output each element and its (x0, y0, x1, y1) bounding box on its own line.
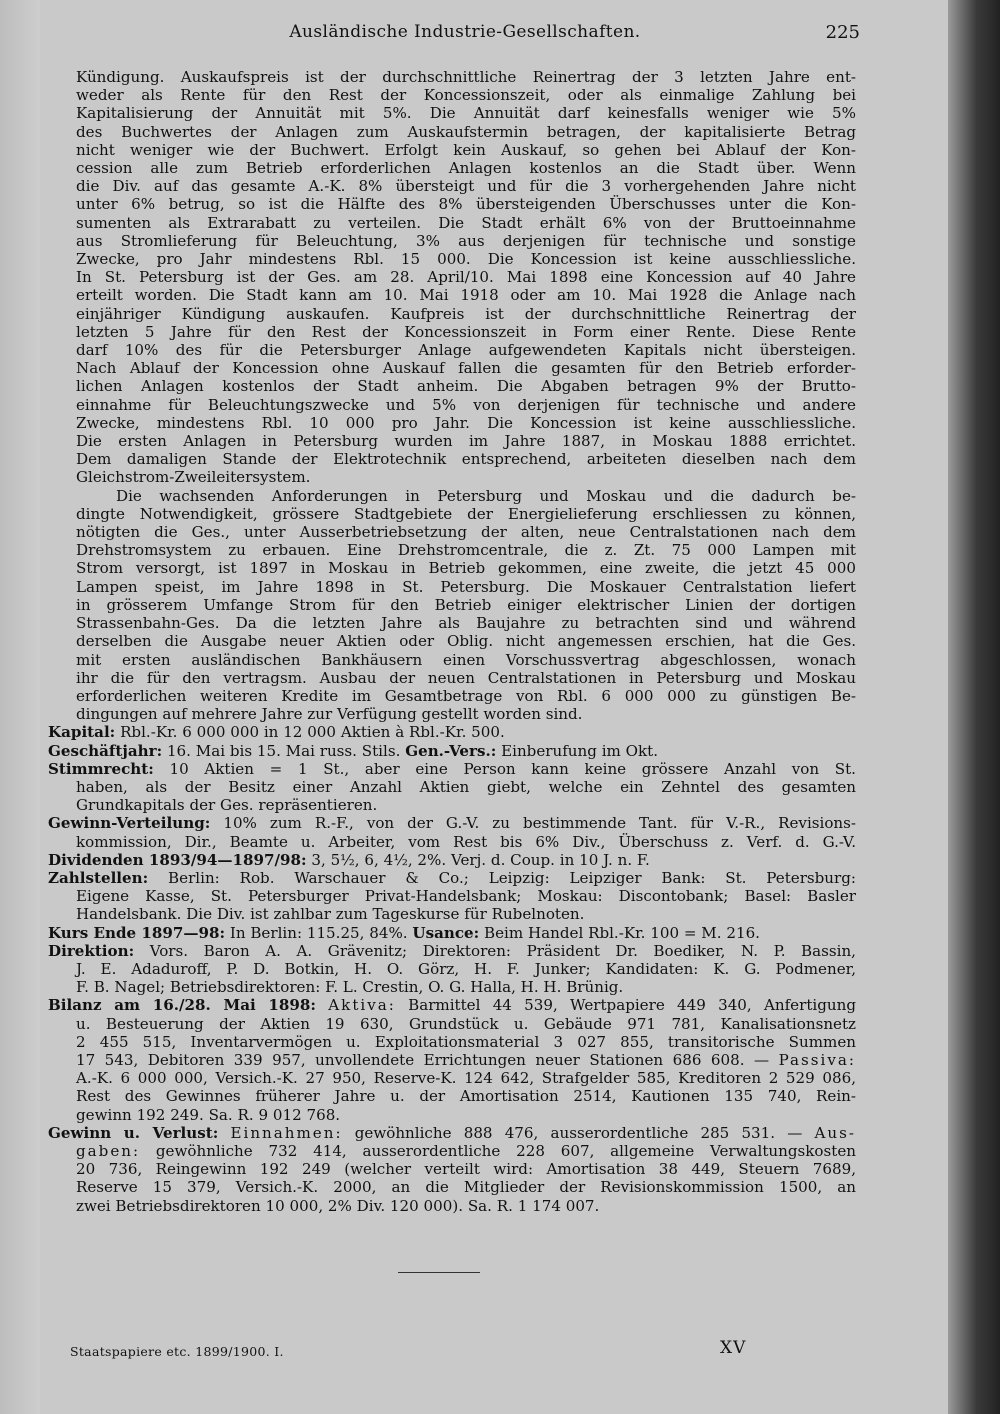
entry-label: Zahlstellen: (48, 868, 149, 887)
text-line: einjähriger Kündigung auskaufen. Kaufpreis ist der durchschnittliche Reinertrag der (76, 304, 856, 323)
entry-label: Geschäftjahr: (48, 741, 163, 760)
text-line: darf 10% des für die Petersburger Anlage aufgewendeten Kapitals nicht übersteigen. (76, 341, 856, 360)
entry-text: 2 455 515, Inventarvermögen u. Exploitationsmaterial 3 027 855, transitorische Summen (76, 1032, 856, 1051)
entry-text: Rest des Gewinnes früherer Jahre u. der Amortisation 2514, Kautionen 135 740, Rein- (76, 1087, 856, 1106)
binding-gutter (0, 0, 40, 1414)
text-line: Lampen speist, im Jahre 1898 in St. Petersburg. Die Moskauer Centralstation liefert (76, 577, 856, 596)
page-number: 225 (825, 22, 860, 43)
entry-text: u. Besteuerung der Aktien 19 630, Grundstück u. Gebäude 971 781, Kanalisationsnetz (76, 1014, 856, 1033)
text-line: Zwecke, pro Jahr mindestens Rbl. 15 000. Die Koncession ist keine ausschliessliche. (76, 250, 856, 269)
entry-dividenden (48, 851, 856, 869)
entry-label: Stimmrecht: (48, 759, 154, 778)
text-line: dingte Notwendigkeit, grössere Stadtgebiete der Energielieferung erschliessen zu können, (76, 504, 856, 523)
text-line: dingungen auf mehrere Jahre zur Verfügung gestellt worden sind. (76, 705, 583, 724)
text-line: mit ersten ausländischen Bankhäusern einen Vorschussvertrag abgeschlossen, wonach (76, 650, 856, 669)
entry-text: kommission, Dir., Beamte u. Arbeiter, vom Rest bis 6% Div., Überschuss z. Verf. d. G.-V. (76, 832, 856, 851)
entry-direktion (48, 942, 856, 997)
text-line: weder als Rente für den Rest der Koncessionszeit, oder als einmalige Zahlung bei (76, 86, 856, 105)
entry-label: Bilanz am 16./28. Mai 1898: (48, 996, 317, 1015)
entry-label: Gewinn-Verteilung: (48, 814, 211, 833)
entry-text: J. E. Adaduroff, P. D. Botkin, H. O. Görz, H. F. Junker; Kandidaten: K. G. Podmener, (76, 959, 856, 978)
entry-label: Dividenden 1893/94—1897/98: (48, 850, 307, 869)
entry-geschaeftsjahr (48, 742, 856, 760)
entry-text: zwei Betriebsdirektoren 10 000, 2% Div. 120 000). Sa. R. 1 174 007. (76, 1196, 600, 1215)
text-line: die Div. auf das gesamte A.-K. 8% übersteigt und für die 3 vorhergehenden Jahre nicht (76, 177, 856, 196)
text-line: erteilt worden. Die Stadt kann am 10. Mai 1918 oder am 10. Mai 1928 die Anlage nach (76, 286, 856, 305)
text-line: aus Stromlieferung für Beleuchtung, 3% aus derjenigen für technische und sonstige (76, 231, 856, 250)
ausgaben-label: gaben: (76, 1141, 141, 1160)
entry-text: 3, 5½, 6, 4½, 2%. Verj. d. Coup. in 10 J. n. F. (311, 850, 650, 869)
entry-text: Berlin: Rob. Warschauer & Co.; Leipzig: Leipziger Bank: St. Petersburg: (168, 868, 856, 887)
entry-text: 16. Mai bis 15. Mai russ. Stils. (166, 741, 401, 760)
running-header (70, 22, 860, 46)
paragraph-1 (76, 68, 856, 487)
entry-text: Beim Handel Rbl.-Kr. 100 = M. 216. (484, 923, 760, 942)
text-line: erforderlichen weiteren Kredite im Gesamtbetrage von Rbl. 6 000 000 zu günstigen Be- (76, 686, 856, 705)
entry-text: Rbl.-Kr. 6 000 000 in 12 000 Aktien à Rbl.-Kr. 500. (120, 723, 505, 742)
entry-bilanz (48, 996, 856, 1123)
entry-label: Gen.-Vers.: (405, 741, 497, 760)
ausgaben-label: Aus- (814, 1123, 856, 1142)
text-line: einnahme für Beleuchtungszwecke und 5% von derjenigen für technische und andere (76, 395, 856, 414)
text-line: Gleichstrom-Zweileitersystem. (76, 468, 311, 487)
header-title: Ausländische Industrie-Gesellschaften. (289, 22, 641, 42)
aktiva-label: Aktiva: (328, 996, 396, 1015)
einnahmen-label: Einnahmen: (230, 1123, 343, 1142)
text-line: Nach Ablauf der Koncession ohne Auskauf fallen die gesamten für den Betrieb erforder- (76, 359, 856, 378)
text-line: nicht weniger wie der Buchwert. Erfolgt kein Auskauf, so gehen bei Ablauf der Kon- (76, 140, 856, 159)
entry-text: F. B. Nagel; Betriebsdirektoren: F. L. Crestin, O. G. Halla, H. H. Brünig. (76, 978, 624, 997)
entry-text: Handelsbank. Die Div. ist zahlbar zum Tageskurse für Rubelnoten. (76, 905, 585, 924)
entry-label: Direktion: (48, 941, 135, 960)
entry-label: Usance: (412, 923, 480, 942)
entry-text: Einberufung im Okt. (501, 741, 659, 760)
section-divider (398, 1272, 480, 1273)
entry-text: 10 Aktien = 1 St., aber eine Person kann keine grössere Anzahl von St. (169, 759, 856, 778)
entry-kapital (48, 723, 856, 741)
text-line: cession alle zum Betrieb erforderlichen Anlagen kostenlos an die Stadt über. Wenn (76, 159, 856, 178)
text-line: Die wachsenden Anforderungen in Petersburg und Moskau und die dadurch be- (116, 486, 856, 505)
text-line: letzten 5 Jahre für den Rest der Koncessionszeit in Form einer Rente. Diese Rente (76, 322, 856, 341)
text-line: In St. Petersburg ist der Ges. am 28. April/10. Mai 1898 eine Koncession auf 40 Jahre (76, 268, 856, 287)
entry-text: 10% zum R.-F., von der G.-V. zu bestimmende Tant. für V.-R., Revisions- (223, 814, 856, 833)
entry-text: Grundkapitals der Ges. repräsentieren. (76, 796, 378, 815)
entry-text: Vors. Baron A. A. Grävenitz; Direktoren: Präsident Dr. Boediker, N. P. Bassin, (149, 941, 856, 960)
text-line: Kapitalisierung der Annuität mit 5%. Die Annuität darf keinesfalls weniger wie 5% (76, 104, 856, 123)
entry-label: Gewinn u. Verlust: (48, 1123, 219, 1142)
text-line: Drehstromsystem zu erbauen. Eine Drehstromcentrale, die z. Zt. 75 000 Lampen mit (76, 541, 856, 560)
text-line: Zwecke, mindestens Rbl. 10 000 pro Jahr. Die Koncession ist keine ausschliessliche. (76, 413, 856, 432)
entry-text: A.-K. 6 000 000, Versich.-K. 27 950, Reserve-K. 124 642, Strafgelder 585, Kreditoren 2 529 086, (76, 1069, 856, 1088)
entry-stimmrecht (48, 760, 856, 815)
text-line: nötigten die Ges., unter Ausserbetriebsetzung der alten, neue Centralstationen nach dem (76, 523, 856, 542)
entry-text: gewöhnliche 888 476, ausserordentliche 285 531. — (354, 1123, 803, 1142)
entry-text: Eigene Kasse, St. Petersburger Privat-Handelsbank; Moskau: Discontobank; Basel: Basler (76, 887, 856, 906)
text-line: unter 6% betrug, so ist die Hälfte des 8% übersteigenden Überschusses unter die Kon- (76, 195, 856, 214)
entry-text: 17 543, Debitoren 339 957, unvollendete Errichtungen neuer Stationen 686 608. — (76, 1050, 770, 1069)
entry-text: Barmittel 44 539, Wertpapiere 449 340, Anfertigung (408, 996, 856, 1015)
entry-gewinn-verlust (48, 1124, 856, 1215)
entry-label: Kurs Ende 1897—98: (48, 923, 226, 942)
text-line: lichen Anlagen kostenlos der Stadt anheim. Die Abgaben betragen 9% der Brutto- (76, 377, 856, 396)
text-line: Kündigung. Auskaufspreis ist der durchschnittliche Reinertrag der 3 letzten Jahre ent- (76, 68, 856, 86)
entry-text: Reserve 15 379, Versich.-K. 2000, an die Mitglieder der Revisionskommission 1500, an (76, 1178, 856, 1197)
text-line: ihr die für den vertragsm. Ausbau der neuen Centralstationen in Petersburg und Moskau (76, 668, 856, 687)
entry-text: In Berlin: 115.25, 84%. (229, 923, 408, 942)
entry-kurs (48, 924, 856, 942)
entry-gewinn-verteilung (48, 814, 856, 850)
text-line: Strom versorgt, ist 1897 in Moskau in Betrieb gekommen, eine zweite, die jetzt 45 000 (76, 559, 856, 578)
text-line: des Buchwertes der Anlagen zum Auskaufstermin betragen, der kapitalisierte Betrag (76, 122, 856, 141)
text-line: derselben die Ausgabe neuer Aktien oder Oblig. nicht angemessen erschien, hat die Ges. (76, 632, 856, 651)
page-edge-shadow (948, 0, 1000, 1414)
footer-sheet-number: XV (720, 1338, 747, 1358)
entry-text: 20 736, Reingewinn 192 249 (welcher verteilt wird: Amortisation 38 449, Steuern 7689, (76, 1160, 856, 1179)
passiva-label: Passiva: (778, 1050, 856, 1069)
entry-text: gewöhnliche 732 414, ausserordentliche 228 607, allgemeine Verwaltungskosten (155, 1141, 856, 1160)
body-text (48, 68, 856, 1215)
text-line: Dem damaligen Stande der Elektrotechnik entsprechend, arbeiteten dieselben nach dem (76, 450, 856, 469)
text-line: sumenten als Extrarabatt zu verteilen. Die Stadt erhält 6% von der Bruttoeinnahme (76, 213, 856, 232)
paragraph-2 (76, 487, 856, 724)
entry-text: haben, als der Besitz einer Anzahl Aktien giebt, welche ein Zehntel des gesamten (76, 777, 856, 796)
footer-signature: Staatspapiere etc. 1899/1900. I. (70, 1344, 284, 1359)
text-line: Die ersten Anlagen in Petersburg wurden im Jahre 1887, in Moskau 1888 errichtet. (76, 432, 856, 451)
entry-text: gewinn 192 249. Sa. R. 9 012 768. (76, 1105, 341, 1124)
entry-label: Kapital: (48, 723, 116, 742)
text-line: Strassenbahn-Ges. Da die letzten Jahre als Baujahre zu betrachten sind und während (76, 614, 856, 633)
text-line: in grösserem Umfange Strom für den Betrieb einiger elektrischer Linien der dortigen (76, 595, 856, 614)
entry-zahlstellen (48, 869, 856, 924)
